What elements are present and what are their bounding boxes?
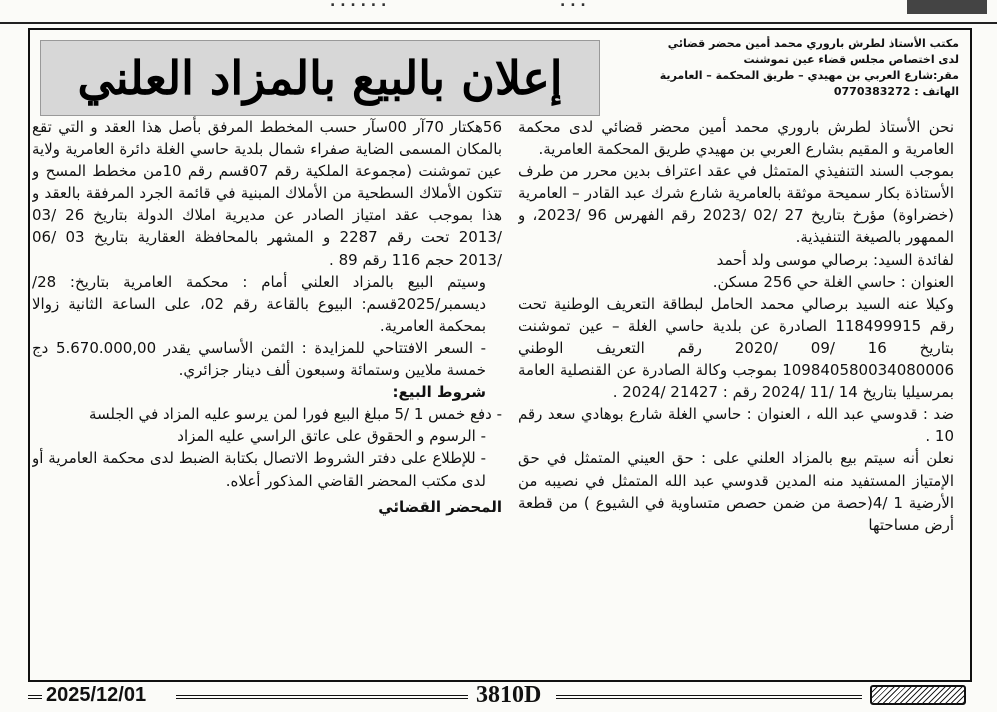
top-page-edge: . . . . . . . . .: [0, 0, 997, 24]
newspaper-logo-icon: [870, 685, 966, 705]
footer-rule-left: [28, 695, 42, 699]
paragraph-beneficiary: لفائدة السيد: برصالي موسى ولد أحمد: [716, 250, 954, 269]
paragraph-bailiff: نحن الأستاذ لطرش باروري محمد أمين محضر قضائي لدى محكمة العامرية و المقيم بشارع العربي بن مهيدي طريق المحكمة العامرية.: [518, 118, 954, 159]
footer-rule-middle-left: [176, 695, 468, 699]
bailiff-office-header: [649, 36, 959, 100]
right-text-column: [518, 116, 970, 676]
announcement-title: إعلان بالبيع بالمزاد العلني: [77, 51, 563, 105]
paragraph-land-details: 56هكتار 70آر 00سآر حسب المخطط المرفق بأصل هذا العقد و التي تقع بالمكان المسمى الضاية صفراء شمال بلدية حاسي الغلة دائرة العامرية ولاية عين تموشنت (مجموعة الملكية رقم 07قسم رقم 10من مخطط المسح و تتكون الأملاك السطحية من الأملاك المبنية في قائمة الجرد المرفقة بالعقد و هذا بموجب عقد امتياز الصادر عن مديرية املاك الدولة بتاريخ 26 /03 /2013 تحت رقم 2287 و المشهر بالمحافظة العقارية بتاريخ 03 /06 /2013 حجم 116 رقم 89 .: [32, 118, 502, 269]
paragraph-beneficiary-address: العنوان : حاسي الغلة حي 256 مسكن.: [712, 272, 954, 291]
paragraph-sale-date: وسيتم البيع بالمزاد العلني أمام : محكمة العامرية بتاريخ: 28/ديسمبر/2025قسم: البيوع بالقاعة رقم 02، على الساعة الثانية زوالا بمحكمة العامرية.: [32, 272, 486, 335]
conditions-heading: شروط البيع:: [392, 383, 486, 402]
paragraph-debtor: ضد : قدوسي عبد الله ، العنوان : حاسي الغلة شارع بوهادي سعد رقم 10 .: [518, 405, 954, 446]
footer-issue-code: 3810D: [476, 682, 542, 708]
condition-fees: - الرسوم و الحقوق على عاتق الراسي عليه المزاد: [177, 427, 486, 446]
paragraph-opening-price: - السعر الافتتاحي للمزايدة : الثمن الأساسي يقدر 5.670.000,00 دج خمسة ملايين وستمائة وسبعون ألف دينار جزائري.: [32, 338, 486, 380]
title-banner: [40, 40, 600, 116]
paragraph-title-deed: بموجب السند التنفيذي المتمثل في عقد اعتراف بدين محرر من طرف الأستاذة بكار سميحة موثقة بالعامرية شارع شرك عبد القادر – العامرية (خضراوة) مؤرخ بتاريخ 27 /02 /2023 رقم الفهرس 96 /2023، و الممهور بالصيغة التنفيذية.: [518, 162, 955, 247]
paragraph-agent: وكيلا عنه السيد برصالي محمد الحامل لبطاقة التعريف الوطنية تحت رقم 118499915 الصادرة عن بلدية حاسي الغلة – عين تموشنت بتاريخ 16 /09 /2020 رقم التعريف الوطني 109840580034080006 بموجب وكالة الصادرة عن القنصلية العامة بمرسيليا بتاريخ 14 /11 /2024 رقم : 21427 /2024 .: [518, 294, 954, 402]
left-text-column: [32, 116, 502, 676]
footer-date: 2025/12/01: [46, 684, 147, 706]
office-line-jurisdiction: لدى اختصاص مجلس قضاء عين تموشنت: [743, 53, 959, 66]
condition-payment: - دفع خمس 1 /5 مبلغ البيع فورا لمن يرسو عليه المزاد في الجلسة: [88, 405, 502, 424]
office-line-phone: الهاتف : 0770383272: [833, 85, 959, 98]
page-footer: [28, 684, 972, 708]
footer-rule-middle-right: [556, 695, 862, 699]
office-line-name: مكتب الأستاذ لطرش باروري محمد أمين محضر قضائي: [667, 37, 959, 50]
condition-consultation: - للإطلاع على دفتر الشروط الاتصال بكتابة الضبط لدى محكمة العامرية أو لدى مكتب المحضر القاضي المذكور أعلاه.: [32, 449, 486, 490]
signature: المحضر القضائي: [378, 497, 502, 516]
office-line-address: مقر:شارع العربي بن مهيدي – طريق المحكمة – العامرية: [659, 69, 959, 82]
paragraph-sale-object: نعلن أنه سيتم بيع بالمزاد العلني على : حق العيني المتمثل في حق الإمتياز المستفيد منه المدين قدوسي عبد الله المتمثل في نصيبه من الأرضية 1 /4(حصة من ضمن حصص متساوية في الشيوع ) من قطعة أرض مساحتها: [518, 449, 955, 534]
